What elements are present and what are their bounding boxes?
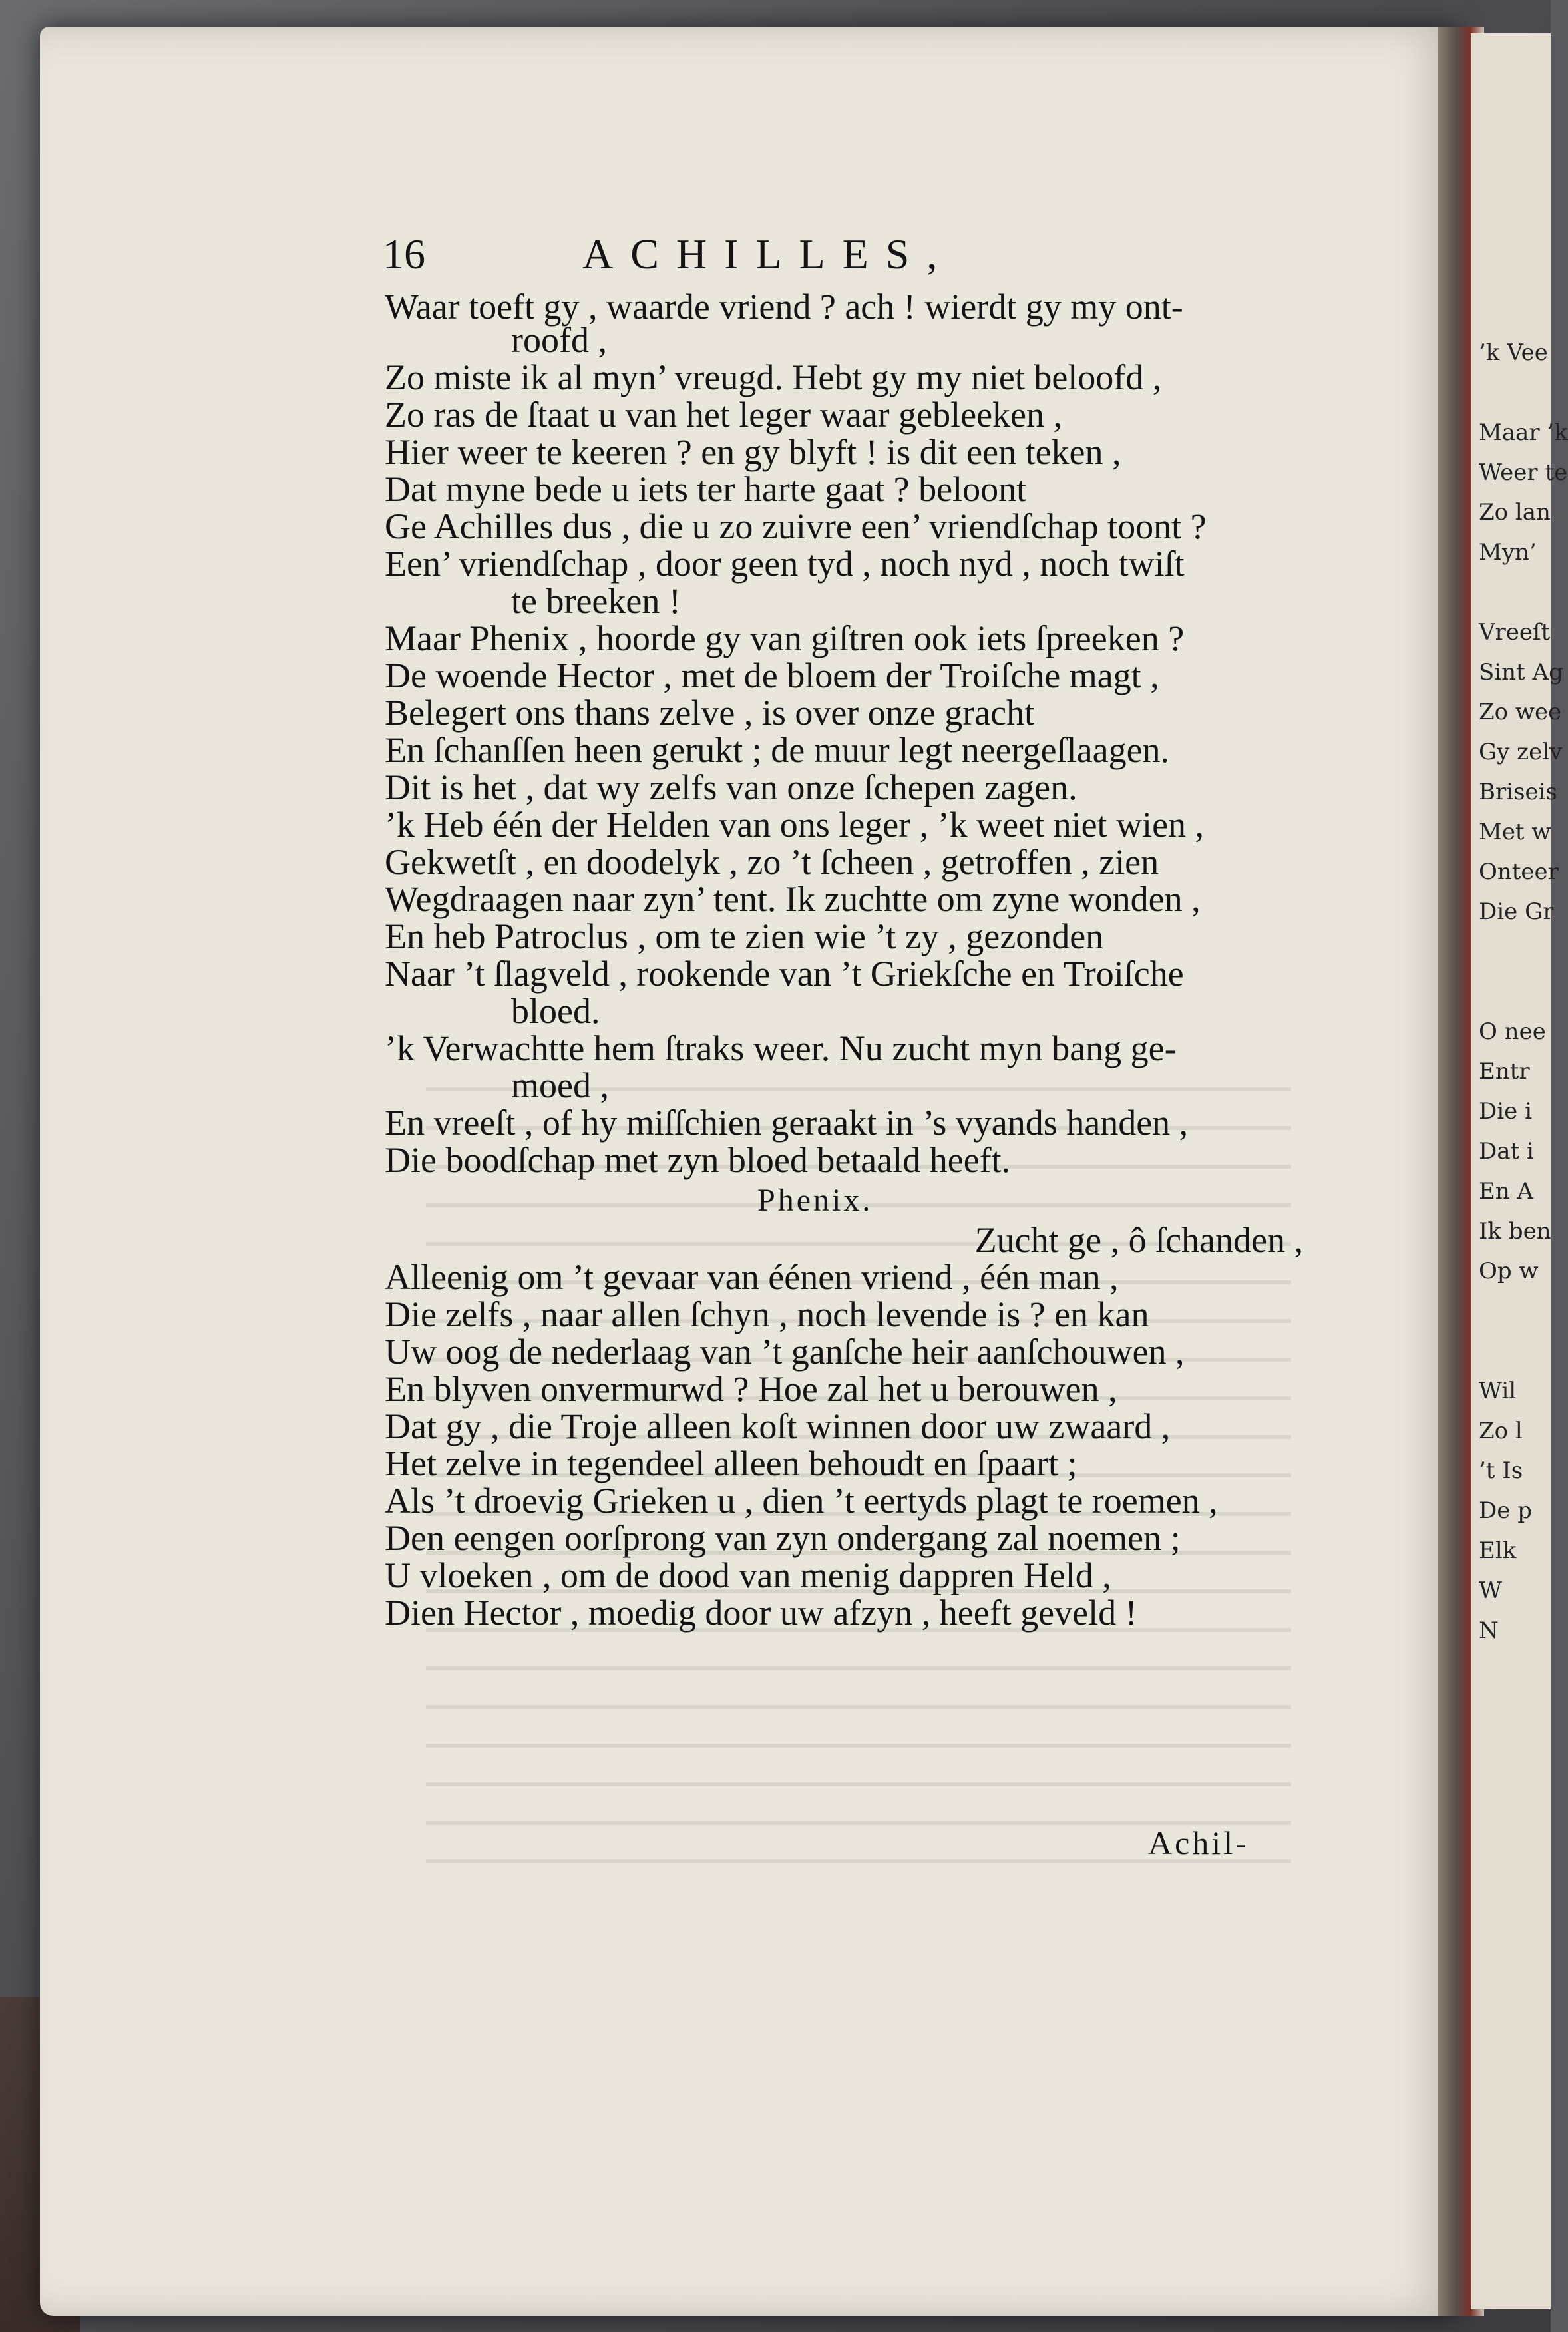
facing-page-fragment: N xyxy=(1479,1617,1499,1644)
verse-line: ’k Verwachtte hem ſtraks weer. Nu zucht myn bang ge- xyxy=(385,1028,1177,1068)
verse-line: Waar toeft gy , waarde vriend ? ach ! wierdt gy my ont- xyxy=(385,287,1183,327)
facing-page-fragment: Met w xyxy=(1479,819,1551,845)
facing-page-fragment: Ik ben xyxy=(1479,1218,1551,1245)
facing-page-fragment: Vreeſt xyxy=(1479,619,1551,646)
facing-page-fragment: En A xyxy=(1479,1178,1534,1205)
facing-page-fragment: Die i xyxy=(1479,1098,1532,1125)
catchword: Achil- xyxy=(1148,1824,1249,1861)
verse-line: En vreeſt , of hy miſſchien geraakt in ’s vyands handen , xyxy=(385,1103,1189,1143)
verse-line: moed , xyxy=(511,1066,609,1105)
verse-line: te breeken ! xyxy=(511,581,681,621)
facing-page-fragment: ’t Is xyxy=(1479,1458,1523,1484)
verse-line: Wegdraagen naar zyn’ tent. Ik zuchtte om zyne wonden , xyxy=(385,879,1201,919)
verse-line: Een’ vriendſchap , door geen tyd , noch nyd , noch twiſt xyxy=(385,544,1185,584)
verse-line: Alleenig om ’t gevaar van éénen vriend , één man , xyxy=(385,1257,1119,1297)
facing-page xyxy=(1471,33,1568,2309)
verse-line: Als ’t droevig Grieken u , dien ’t eertyds plagt te roemen , xyxy=(385,1481,1218,1521)
verse-text xyxy=(385,286,1303,1804)
facing-page-fragment: W xyxy=(1479,1577,1502,1604)
facing-page-fragment: Briseis xyxy=(1479,779,1558,805)
facing-page-fragment: Zo wee xyxy=(1479,699,1562,725)
facing-page-fragment: Dat i xyxy=(1479,1138,1534,1165)
facing-page-fragment: Zo lan xyxy=(1479,499,1551,526)
facing-page-fragment: Maar ’k xyxy=(1479,419,1568,446)
verse-line: roofd , xyxy=(511,320,607,360)
verse-line: Die boodſchap met zyn bloed betaald heeft. xyxy=(385,1140,1011,1180)
verse-line: Uw oog de nederlaag van ’t ganſche heir aanſchouwen , xyxy=(385,1332,1185,1372)
facing-page-fragment: Sint Ag xyxy=(1479,659,1563,685)
verse-line: U vloeken , om de dood van menig dappren Held , xyxy=(385,1555,1111,1595)
facing-page-fragment: Entr xyxy=(1479,1058,1530,1085)
verse-line: Zucht ge , ô ſchanden , xyxy=(974,1220,1303,1260)
verse-line: Die zelfs , naar allen ſchyn , noch levende is ? en kan xyxy=(385,1294,1149,1334)
verse-line: Ge Achilles dus , die u zo zuivre een’ vriendſchap toont ? xyxy=(385,506,1207,546)
facing-page-fragment: O nee xyxy=(1479,1018,1546,1045)
verse-line: Het zelve in tegendeel alleen behoudt en ſpaart ; xyxy=(385,1444,1078,1483)
facing-page-fragment: Die Gr xyxy=(1479,898,1554,925)
facing-page-fragment: Op w xyxy=(1479,1258,1539,1284)
verse-line: Zo ras de ſtaat u van het leger waar gebleeken , xyxy=(385,395,1063,435)
facing-page-fragment: Onteer xyxy=(1479,859,1559,885)
verse-line: En blyven onvermurwd ? Hoe zal het u berouwen , xyxy=(385,1369,1117,1409)
verse-line: Dat myne bede u iets ter harte gaat ? beloont xyxy=(385,469,1027,509)
facing-page-fragment: Zo l xyxy=(1479,1418,1523,1444)
page-number: 16 xyxy=(383,230,425,278)
facing-page-fragment: Weer te xyxy=(1479,459,1568,486)
verse-line: ’k Heb één der Helden van ons leger , ’k weet niet wien , xyxy=(385,805,1205,845)
verse-line: Maar Phenix , hoorde gy van giſtren ook iets ſpreeken ? xyxy=(385,618,1185,658)
facing-page-fragment: Myn’ xyxy=(1479,539,1537,566)
facing-page-fragment: Wil xyxy=(1479,1378,1517,1404)
verse-line: En heb Patroclus , om te zien wie ’t zy , gezonden xyxy=(385,916,1104,956)
speaker-name: Phenix. xyxy=(757,1183,873,1218)
verse-line: Hier weer te keeren ? en gy blyft ! is dit een teken , xyxy=(385,432,1121,472)
verse-line: Dien Hector , moedig door uw afzyn , heeft geveld ! xyxy=(385,1593,1137,1633)
verse-line: Den eengen oorſprong van zyn ondergang zal noemen ; xyxy=(385,1518,1181,1558)
verse-line: Dat gy , die Troje alleen koſt winnen door uw zwaard , xyxy=(385,1406,1171,1446)
facing-page-fragment: ’k Vee xyxy=(1479,339,1548,366)
verse-line: Gekwetſt , en doodelyk , zo ’t ſcheen , getroffen , zien xyxy=(385,842,1159,882)
facing-page-fragment: Gy zelv xyxy=(1479,739,1563,765)
verse-line: En ſchanſſen heen gerukt ; de muur legt neergeſlaagen. xyxy=(385,730,1170,770)
running-title: ACHILLES, xyxy=(582,230,955,278)
verse-line: Zo miste ik al myn’ vreugd. Hebt gy my niet beloofd , xyxy=(385,357,1162,397)
verse-line: Naar ’t ſlagveld , rookende van ’t Griekſche en Troiſche xyxy=(385,954,1184,994)
verse-line: bloed. xyxy=(511,991,600,1031)
facing-page-fragment: De p xyxy=(1479,1497,1532,1524)
verse-line: De woende Hector , met de bloem der Troiſche magt , xyxy=(385,656,1159,695)
verse-line: Dit is het , dat wy zelfs van onze ſchepen zagen. xyxy=(385,767,1078,807)
verse-line: Belegert ons thans zelve , is over onze gracht xyxy=(385,693,1035,733)
facing-page-fragment: Elk xyxy=(1479,1537,1517,1564)
